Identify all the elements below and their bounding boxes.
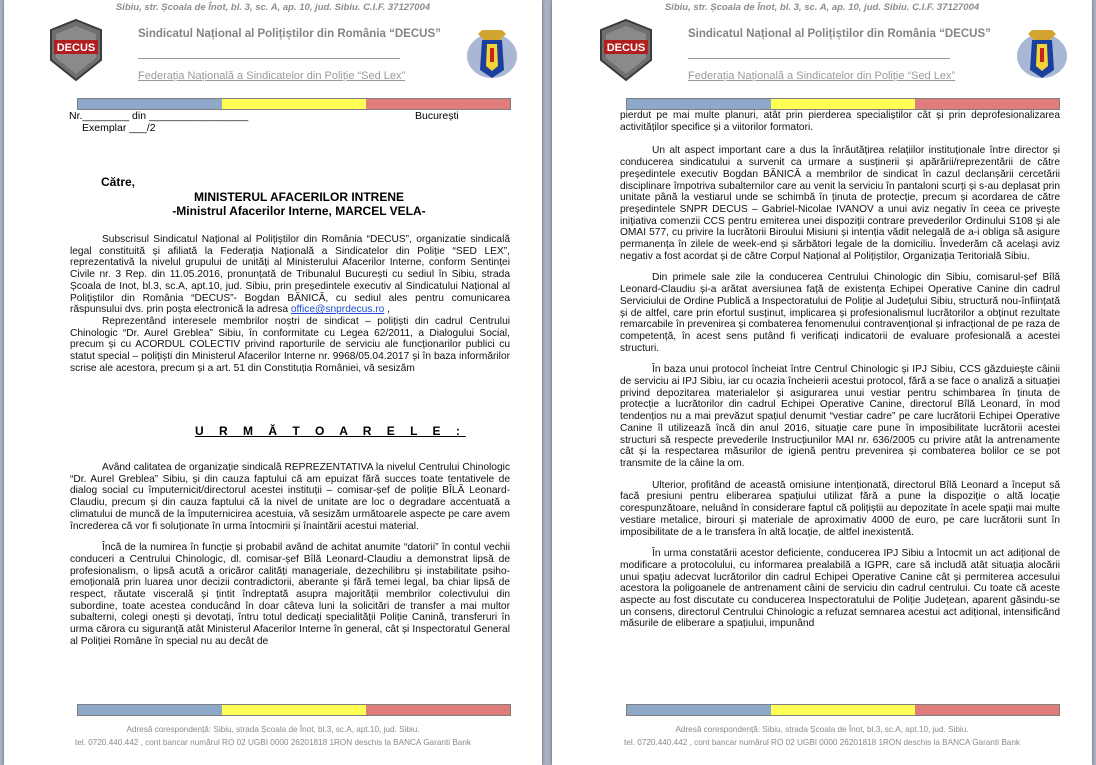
footer-address: Adresă corespondență: Sibiu, strada Școala de Înot, bl.3, sc.A, apt.10, jud. Sibiu.: [126, 725, 420, 734]
document-city: București: [415, 110, 459, 122]
right-body: [620, 110, 1060, 640]
recipient-ministry: MINISTERUL AFACERILOR INTRENE: [193, 190, 404, 204]
document-exemplar: Exemplar ___/2: [82, 122, 156, 134]
paragraph: Încă de la numirea în funcție și probabil având de achitat anumite “datorii” în contul vechii conduceri a Centrului Chinologic, dl. comisar-șef Bîlă Leonard-Claudiu a demonstrat lipsă de profesionalism, o lipsă acută a oricăror calități manageriale, dezechilibru și instabilitate psiho-emoțională prin luarea unor decizii contradictorii, aberante și fără temei legal, ba chiar lipsă de respect, răutate viscerală și țintit îndreptată asupra majorității membrilor colectivului din subordine, toate acestea conducând în doar câteva luni la solicitări de transfer a mai multor subalterni, colegi onești și devotați, întru totul dedicați specialității Poliție Canină, transferuri în urma cărora cu siguranță atât Ministerul Afacerilor Interne în general, cât și Inspectoratul General al Poliției Române în special nu au decât de: [70, 542, 510, 647]
romania-crest-icon: [1014, 26, 1070, 84]
paragraph: Reprezentând interesele membrilor noștri de sindicat – polițiști din cadrul Centrului Chinologic “Dr. Aurel Greblea” Sibiu, în conformitate cu Legea 62/2011, a Dialogului Social, precum și cu ACORDUL COLECTIV privind raporturile de serviciu ale funcționarilor publici cu statut special – polițiști din Ministerul Afacerilor Interne nr. 9968/05.04.2017 și în baza informărilor scrise ale acestora, precum și a art. 51 din Constituția României, vă sesizăm: [70, 315, 510, 374]
header-divider: [138, 58, 400, 59]
left-body-bottom: [70, 462, 510, 658]
email-link[interactable]: office@snprdecus.ro: [290, 304, 385, 316]
header-divider: [688, 58, 950, 59]
document-number: Nr.________ din _________________: [69, 110, 249, 122]
paragraph: Un alt aspect important care a dus la înrăutățirea relațiilor instituționale între director și conducerea sindicatului a survenit ca urmare a susținerii și apărării/reprezentării de către președintele executiv Bogdan BĂNICĂ a membrilor de sindicat în cazul declanșării cercetării disciplinare împotriva subalternilor care au venit la serviciu în pantaloni scurți și s-au deplasat prin unitate până la vestiarul unde se schimbă în ținuta de protecție, precum și acordarea de către președintele SNPR DECUS – Gabriel-Nicolae IVANOV a unui aviz negativ în ceea ce privește inițiativa comenzii CCS pentru emiterea unei dispoziții contrare prevederilor Ordinului S108 și ale OMAI 577, cu privire la lucrătorii Biroului Misiuni și intenția vădit nelegală de a-i obliga să asigure permanența în zilele de week-end și sărbători legale de la domiciliu. Învederăm că același aviz negativ a fost acordat și de către Corpul Național al Polițiștilor, Organizația Teritorială Sibiu.: [620, 145, 1060, 262]
paragraph: Subscrisul Sindicatul Național al Polițiștilor din România “DECUS”, organizatie sindicală legal constituită și afiliată la Federația Națională a Sindicatelor din Poliție “SED LEX”, reprezentativă la nivelul grupului de unități al Ministerului Afacerilor Interne, conform Sentinței Civile nr. 3 Rep. din 11.05.2016, pronunțată de Tribunalul București cu sediul în Sibiu, strada Școala de Inot, bl.3, sc.A, apt.10, jud. Sibiu, prin președintele executiv al Sindicatului Național al Polițiștilor din România “DECUS”- Bogdan BĂNICĂ, cu sediul ales pentru comunicarea răspunsului dvs. prin poșta electronică la adresa: [70, 234, 510, 316]
tricolor-bar-top: [77, 98, 511, 110]
footer-bank: tel. 0720.440.442 , cont bancar numărul RO 02 UGBI 0000 26201818 1RON deschis la BANCA Garanti Bank: [624, 738, 1020, 747]
federation-name: Federația Națională a Sindicatelor din Poliție “Sed Lex”: [688, 70, 956, 82]
recipient-label: Către,: [101, 175, 136, 189]
federation-name: Federația Națională a Sindicatelor din Poliție “Sed Lex”: [138, 70, 406, 82]
union-name: Sindicatul Național al Polițiștilor din România “DECUS”: [138, 28, 441, 40]
paragraph: Ulterior, profitând de această omisiune intenționată, directorul Bîlă Leonard a început să facă presiuni pentru eliberarea spațiului utilizat fără a pune la dispoziție o altă locație corespunzătoare, neluând în considerare faptul că polițiștii au depozitate în acele spații mai multe vestiare metalice, birouri și materiale de aproximativ 4000 de euro, pe care lucrătorii sunt în imposibilitate de a le transfera în altă locație, de altfel inexistentă.: [620, 479, 1060, 538]
header-address: Sibiu, str. Școala de Înot, bl. 3, sc. A, ap. 10, jud. Sibiu. C.I.F. 37127004: [115, 2, 431, 13]
paragraph: pierdut pe mai multe planuri, atât prin pierderea specialiștilor cât și prin deprofesionalizarea activităților specifice și a viitorilor formatori.: [620, 110, 1060, 133]
recipient-minister: -Ministrul Afacerilor Interne, MARCEL VELA-: [172, 204, 426, 218]
paragraph: Având calitatea de organizație sindicală REPREZENTATIVA la nivelul Centrului Chinologic “Dr. Aurel Greblea” Sibiu, și din cauza faptului că am epuizat fără succes toate tentativele de dialog social cu împuternicit/directorul acestei instituții – comisar-șef de poliție BÎLĂ Leonard-Claudiu, precum și din cauza faptului că la nivel de unitate are loc o degradare accentuată a climatului de muncă de la împuternicirea acestuia, vă sesizăm următoarele aspecte pe care avem încrederea că vor fi soluționate în urma întocmirii și înaintării acestui material.: [70, 462, 510, 532]
document-page-left[interactable]: [4, 0, 542, 765]
document-page-right[interactable]: [552, 0, 1092, 765]
paragraph: În baza unui protocol încheiat între Centrul Chinologic și IPJ Sibiu, CCS găzduiește câinii de serviciu ai IPJ Sibiu, iar cu ocazia încheierii acestui protocol, fără a se face o analiză a situației privind depozitarea materialelor și asigurarea unui vestiar pentru schimbarea în ținuta de protecție a lucrătorilor din cadrul Echipei Operative Canine, directorul Bîlă Leonard, în mod tendențios nu a mai prevăzut spațiul denumit “vestiar cadre” pe care lucrătorii Echipei Operative Canine îl utilizează încă din anul 2016, situație care pune în imposibilitate lucrătorii acestei structuri să respecte prevederile Instrucțiunilor MAI nr. 636/2005 cu privire atât la antrenamente cât și la respectarea măsurilor de igienă pentru prevenirea și combaterea bolilor ce se pot transmite de la câine la om.: [620, 364, 1060, 469]
decus-logo-icon: [598, 18, 654, 82]
left-body-top: Subscrisul Sindicatul Național al Polițiștilor din România “DECUS”, organizatie sindicală legal constituită și afiliată la Federația Națională a Sindicatelor din Poliție “SED LEX”, reprezentativă la nivelul grupului de unități al Ministerului Afacerilor Interne, conform Sentinței Civile nr. 3 Rep. din 11.05.2016, pronunțată de Tribunalul București cu sediul în Sibiu, strada Școala de Inot, bl.3, sc.A, apt.10, jud. Sibiu, prin președintele executiv al Sindicatului Național al Polițiștilor din România “DECUS”- Bogdan BĂNICĂ, cu sediul ales pentru comunicarea răspunsului dvs. prin poșta electronică la adresa office@snprdecus.ro , Reprezentând interesele membrilor noștri de sindicat – polițiști din cadrul Centrului Chinologic “Dr. Aurel Greblea” Sibiu, în conformitate cu Legea 62/2011, a Dialogului Social, precum și cu ACORDUL COLECTIV privind raporturile de serviciu ale funcționarilor publici cu statut special – polițiști din Ministerul Afacerilor Interne nr. 9968/05.04.2017 și în baza informărilor scrise ale acestora, precum și a art. 51 din Constituția României, vă sesizăm: [70, 234, 510, 374]
svg-text:DECUS: DECUS: [606, 42, 646, 54]
section-heading: U R M Ă T O A R E L E :: [195, 424, 466, 438]
paragraph: Din primele sale zile la conducerea Centrului Chinologic din Sibiu, comisarul-șef Bîlă Leonard-Claudiu și-a arătat aversiunea față de existența Echipei Operative Canine din cadrul Serviciului de Ordine Publică a Inspectoratului de Poliție al Județului Sibiu, structură nou-înființată și de altfel, care prin efortul susținut, implicarea și profesionalismul lucrătorilor a obținut rezultate remarcabile în prevenirea și combaterea fenomenului contravențional și infracțional de pe raza de competență, în acest sens putând fi verificați indicatorii de evaluare profesională a acestei structuri.: [620, 272, 1061, 354]
tricolor-bar-top: [626, 98, 1060, 110]
footer-bank: tel. 0720.440.442 , cont bancar numărul RO 02 UGBI 0000 26201818 1RON deschis la BANCA Garanti Bank: [75, 738, 471, 747]
tricolor-bar-bottom: [77, 704, 511, 716]
header-address: Sibiu, str. Școala de Înot, bl. 3, sc. A, ap. 10, jud. Sibiu. C.I.F. 37127004: [664, 2, 980, 13]
footer-address: Adresă corespondență: Sibiu, strada Școala de Înot, bl.3, sc.A, apt.10, jud. Sibiu.: [675, 725, 969, 734]
paragraph: În urma constatării acestor deficiente, conducerea IPJ Sibiu a întocmit un act adițional de modificare a protocolului, cu informarea prealabilă a IGPR, care să includă atât situația alocării unui spațiu adecvat lucrătorilor din cadrul Echipei Operative Canine cât și permiterea accesului acestora la poligoanele de antrenament câini de serviciu din cadrul centrului. Cu toate că aceste aspecte au fost discutate cu conducerea Inspectoratului de Poliție Județean, aparent găsindu-se un consens, directorul Centrului Chinologic a refuzat semnarea acestui act adițional, intensificând măsurile de eliberare a spațiului, impunând: [620, 548, 1060, 630]
tricolor-bar-bottom: [626, 704, 1060, 716]
union-name: Sindicatul Național al Polițiștilor din România “DECUS”: [688, 28, 991, 40]
decus-logo-icon: [48, 18, 104, 82]
romania-crest-icon: [464, 26, 520, 84]
svg-text:DECUS: DECUS: [56, 42, 96, 54]
